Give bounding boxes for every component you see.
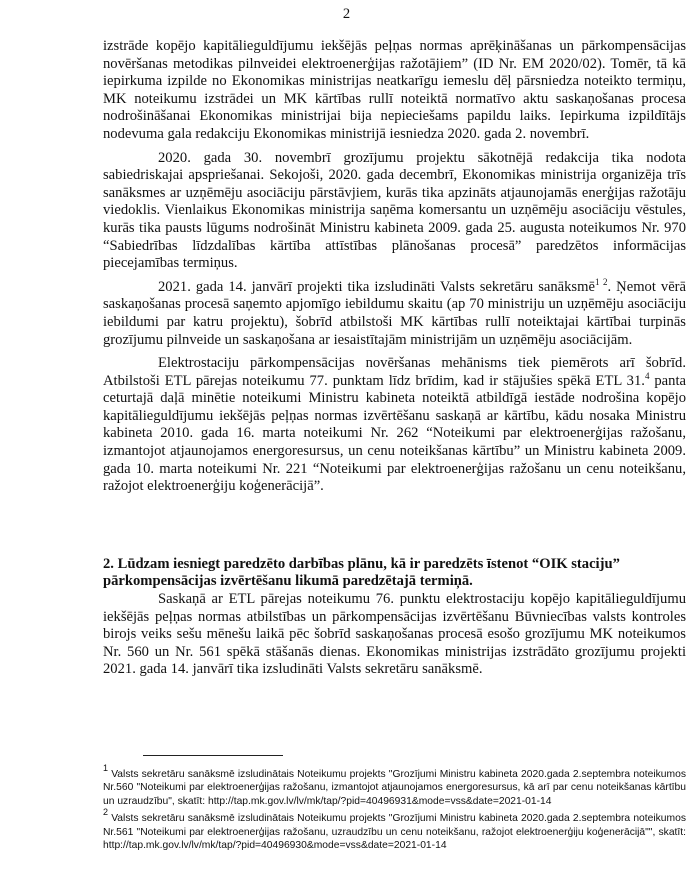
document-body <box>103 38 686 679</box>
section-paragraph: Saskaņā ar ETL pārejas noteikumu 76. punktu elektrostaciju kopējo kapitālieguldījumu iekšējās peļņas normas atbilstības un pārkompensācijas izvērtēšanu Būvniecības valsts kontroles birojs veiks sešu mēnešu laikā pēc šobrīd saskaņošanas procesā esošo grozījumu MK noteikumos Nr. 560 un Nr. 561 spēkā stāšanās dienas. Ekonomikas ministrijas izstrādāto grozījumu projekti 2021. gada 14. janvārī tika izsludināti Valsts sekretāru sanāksmē. <box>103 591 686 678</box>
paragraph-text: panta ceturtajā daļā minētie noteikumi Ministru kabineta noteiktā atbildīgā iestāde nodrošina kopējo kapitālieguldījumu iekšējās peļņas normas izvērtēšanu saskaņā ar kārtību, kādu nosaka Ministru kabineta 2010. gada 16. marta noteikumi Nr. 262 “Noteikumi par elektroenerģijas ražošanu, izmantojot atjaunojamos energoresursus, un cenu noteikšanas kārtību” un Ministru kabineta 2009. gada 10. marta noteikumi Nr. 221 “Noteikumi par elektroenerģijas ražošanu un cenu noteikšanu, ražojot elektroenerģiju koģenerācijā”. <box>103 372 686 495</box>
footnote-text: Valsts sekretāru sanāksmē izsludinātais Noteikumu projekts "Grozījumi Ministru kabineta 2020.gada 2.septembra noteikumos Nr.561 "Noteikumi par elektroenerģijas ražošanu, uzraudzību un cenu noteikšanu, ražojot elektroenerģiju koģenerācijā"", skatīt: http://tap.mk.gov.lv/lv/mk/tap/?pid=40496930&mode=vss&date=2021-01-14 <box>103 813 686 852</box>
footnote-text: Valsts sekretāru sanāksmē izsludinātais Noteikumu projekts "Grozījumi Ministru kabineta 2020.gada 2.septembra noteikumos Nr.560 "Noteikumi par elektroenerģijas ražošanu, izmantojot atjaunojamos energoresursus, kā arī par cenu noteikšanas kārtību un uzraudzību", skatīt: http://tap.mk.gov.lv/lv/mk/tap/?pid=40496931&mode=vss&date=2021-01-14 <box>103 769 686 807</box>
footnote-mark: 1 <box>103 763 109 773</box>
paragraph-text: Elektrostaciju pārkompensācijas novēršanas mehānisms tiek piemērots arī šobrīd. Atbilstoši ETL pārejas noteikumu 77. punktam līdz brīdim, kad ir stājušies spēkā ETL 31. <box>103 355 686 389</box>
footnote-mark: 2 <box>103 807 109 818</box>
footnotes <box>103 763 686 856</box>
footnote-ref: 1 2 <box>594 276 608 287</box>
paragraph-public-consultation: 2020. gada 30. novembrī grozījumu projektu sākotnējā redakcija tika nodota sabiedriskajai apspriešanai. Sekojoši, 2020. gada decembrī, Ekonomikas ministrija organizēja trīs sanāksmes ar uzņēmēju asociāciju pārstāvjiem, kurās tika apzināts atjaunojamās enerģijas ražotāju viedoklis. Vienlaikus Ekonomikas ministrija saņēma komersantu un uzņēmēju asociāciju vēstules, kurās tika pausts lūgums nodrošināt Ministru kabineta 2009. gada 25. augusta noteikumos Nr. 970 “Sabiedrības līdzdalības kārtība attīstības plānošanas procesā” paredzētos informācijas piecejamības termiņus. <box>103 149 686 272</box>
footnote-divider <box>143 755 283 756</box>
paragraph-continuation: izstrāde kopējo kapitālieguldījumu iekšējās peļņas normas aprēķināšanas un pārkompensācijas novēršanas metodikas pilnveidei elektroenerģijas ražotājiem” (ID Nr. EM 2020/02). Tomēr, tā kā iepirkuma izpilde no Ekonomikas ministrijas neatkarīgu iemeslu dēļ pārsniedza noteikto termiņu, MK noteikumu izstrādei un MK kārtības rullī noteiktā normatīvo aktu saskaņošanas procesa nodrošināšanai Ekonomikas ministrijai bija nepieciešams papildu laiks. Iepirkuma izpildītājs nodevuma gala redakciju Ekonomikas ministrijā iesniedza 2020. gada 2. novembrī. <box>103 38 686 142</box>
footnote-1 <box>103 763 686 808</box>
paragraph-state-secretaries <box>103 276 687 349</box>
paragraph-text: 2021. gada 14. janvārī projekti tika izsludināti Valsts sekretāru sanāksmē <box>158 278 595 295</box>
section-heading: 2. Lūdzam iesniegt paredzēto darbības plānu, kā ir paredzēts īstenot “OIK staciju” pārkompensācijas izvērtēšanu likumā paredzētajā termiņā. <box>103 555 620 590</box>
paragraph-overcompensation-mechanism <box>103 355 686 496</box>
page-number: 2 <box>342 6 351 22</box>
footnote-2 <box>103 807 686 852</box>
paragraph-text: . Ņemot vērā saskaņošanas procesā saņemto apjomīgo iebildumu skaitu (ap 70 ministriju un uzņēmēju asociāciju iebildumi par katru projektu), šobrīd atbilstoši MK kārtības rullī noteiktajai kārtībai turpinās grozījumu pilnveide un saskaņošana ar iesaistītajām ministrijām un uzņēmēju asociācijām. <box>103 278 687 348</box>
superscript: 4 <box>644 370 650 381</box>
